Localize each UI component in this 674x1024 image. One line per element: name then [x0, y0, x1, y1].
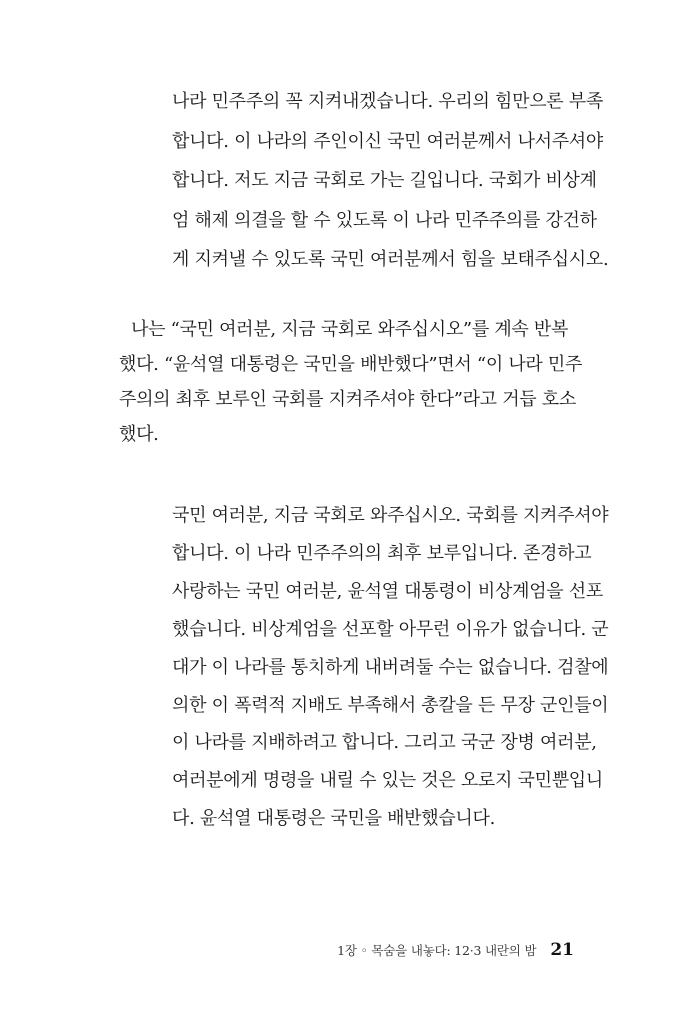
- quote-line: 의한 이 폭력적 지배도 부족해서 총칼을 든 무장 군인들이: [172, 694, 609, 716]
- paragraph-line: 했다.: [119, 424, 159, 445]
- page-number: 21: [550, 940, 574, 960]
- running-head: 1장 ◦ 목숨을 내놓다: 12·3 내란의 밤: [337, 943, 537, 958]
- quote-line: 합니다. 저도 지금 국회로 가는 길입니다. 국회가 비상계: [172, 170, 597, 192]
- indented-quote-1: [172, 82, 609, 280]
- indented-quote-2: [172, 497, 609, 838]
- quote-line: 했습니다. 비상계엄을 선포할 아무런 이유가 없습니다. 군: [172, 618, 609, 640]
- quote-line: 합니다. 이 나라 민주주의의 최후 보루입니다. 존경하고: [172, 542, 592, 564]
- quote-line: 합니다. 이 나라의 주인이신 국민 여러분께서 나서주셔야: [172, 130, 603, 152]
- quote-line: 나라 민주주의 꼭 지켜내겠습니다. 우리의 힘만으론 부족: [172, 91, 603, 112]
- paragraph-line: 했다. “윤석열 대통령은 국민을 배반했다”면서 “이 나라 민주: [119, 354, 583, 375]
- quote-line: 다. 윤석열 대통령은 국민을 배반했습니다.: [172, 808, 496, 830]
- quote-line: 이 나라를 지배하려고 합니다. 그리고 국군 장병 여러분,: [172, 732, 597, 754]
- quote-line: 여러분에게 명령을 내릴 수 있는 것은 오로지 국민뿐입니: [172, 770, 603, 792]
- quote-line: 국민 여러분, 지금 국회로 와주십시오. 국회를 지켜주셔야: [172, 505, 609, 526]
- quote-line: 엄 해제 의결을 할 수 있도록 이 나라 민주주의를 강건하: [172, 209, 597, 231]
- page-footer: [300, 940, 574, 964]
- quote-line: 게 지켜낼 수 있도록 국민 여러분께서 힘을 보태주십시오.: [172, 249, 609, 271]
- narrative-paragraph: [119, 312, 589, 452]
- paragraph-line: 주의의 최후 보루인 국회를 지켜주셔야 한다”라고 거듭 호소: [119, 389, 576, 410]
- paragraph-line: 나는 “국민 여러분, 지금 국회로 와주십시오”를 계속 반복: [131, 319, 569, 340]
- quote-line: 대가 이 나라를 통치하게 내버려둘 수는 없습니다. 검찰에: [172, 656, 609, 678]
- quote-line: 사랑하는 국민 여러분, 윤석열 대통령이 비상계엄을 선포: [172, 580, 603, 602]
